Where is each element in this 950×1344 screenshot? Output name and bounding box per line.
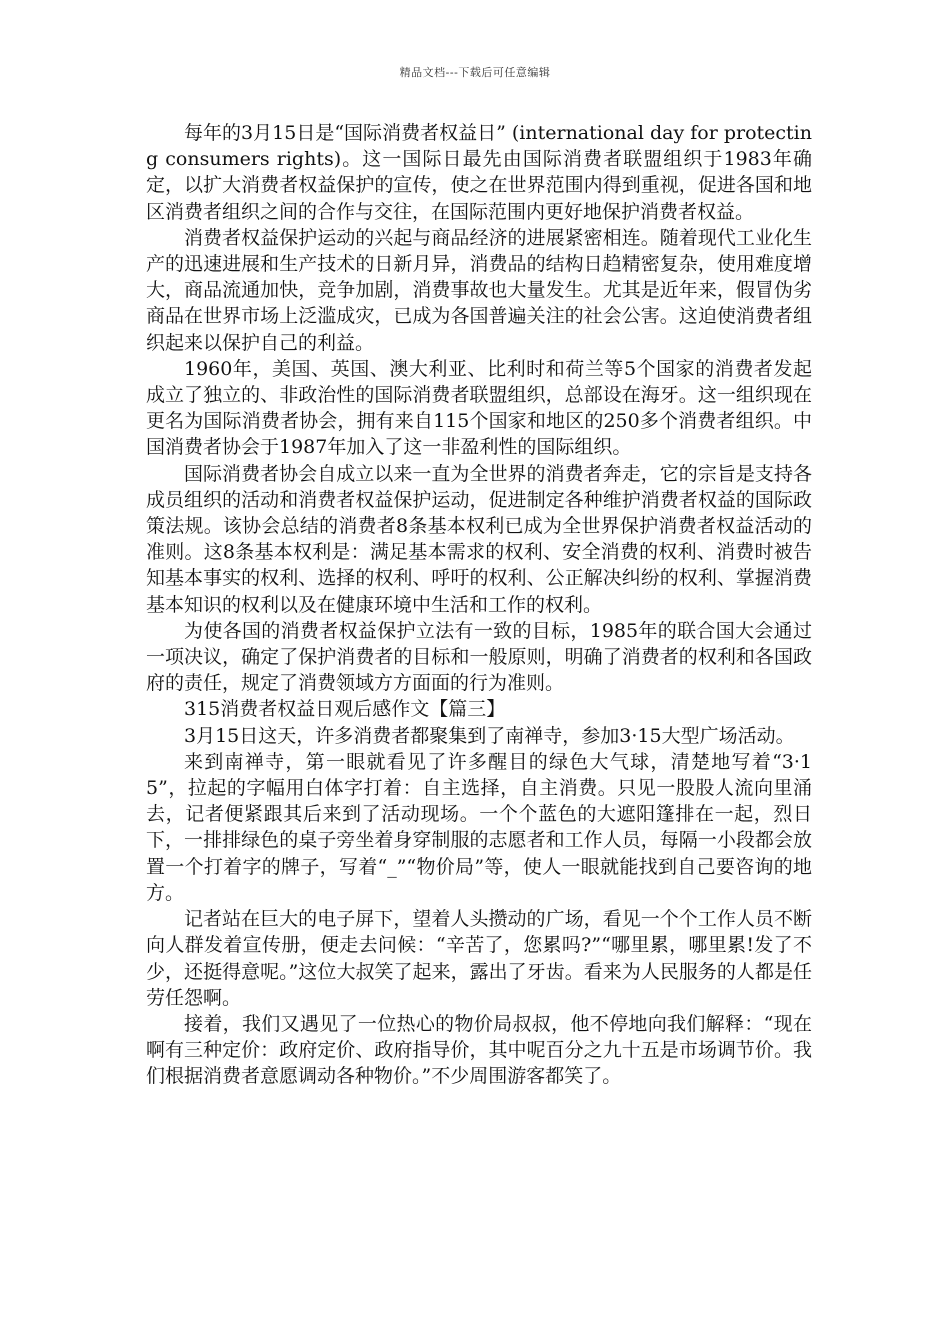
paragraph-consumer-rights-day: 每年的3月15日是“国际消费者权益日” (international day for protecting consumers rights)。这一国际日最先由国际消费者联盟组织于1983年确定，以扩大消费者权益保护的宣传，使之在世界范围内得到重视，促进各国和地区消费者组织之间的合作与交往，在国际范围内更好地保护消费者权益。 — [146, 122, 812, 223]
document-body — [146, 120, 812, 1090]
paragraph-price-bureau: 接着，我们又遇见了一位热心的物价局叔叔，他不停地向我们解释：“现在啊有三种定价：政府定价、政府指导价，其中呢百分之九十五是市场调节价。我们根据消费者意愿调动各种物价。”不少周围游客都笑了。 — [146, 1012, 812, 1088]
paragraph-un-resolution: 为使各国的消费者权益保护立法有一致的目标，1985年的联合国大会通过一项决议，确定了保护消费者的目标和一般原则，明确了消费者的权利和各国政府的责任，规定了消费领域方方面面的行为准则。 — [146, 619, 812, 695]
paragraph-1960-founding: 1960年，美国、英国、澳大利亚、比利时和荷兰等5个国家的消费者发起成立了独立的、非政治性的国际消费者联盟组织，总部设在海牙。这一组织现在更名为国际消费者协会，拥有来自115个国家和地区的250多个消费者组织。中国消费者协会于1987年加入了这一非盈利性的国际组织。 — [146, 357, 812, 459]
paragraph-reporter-interview: 记者站在巨大的电子屏下，望着人头攒动的广场，看见一个个工作人员不断向人群发着宣传册，便走去问候：“辛苦了，您累吗?”“哪里累，哪里累!发了不少，还挺得意呢。”这位大叔笑了起来，露出了牙齿。看来为人民服务的人都是任劳任怨啊。 — [146, 908, 812, 1009]
paragraph-march-15-event: 3月15日这天，许多消费者都聚集到了南禅寺，参加3·15大型广场活动。 — [184, 724, 795, 747]
paragraph-eight-rights: 国际消费者协会自成立以来一直为全世界的消费者奔走，它的宗旨是支持各成员组织的活动和消费者权益保护运动，促进制定各种维护消费者权益的国际政策法规。该协会总结的消费者8条基本权利已成为全世界保护消费者权益活动的准则。这8条基本权利是：满足基本需求的权利、安全消费的权利、消费时被告知基本事实的权利、选择的权利、呼吁的权利、公正解决纠纷的权利、掌握消费基本知识的权利以及在健康环境中生活和工作的权利。 — [146, 462, 812, 616]
page-header: 精品文档---下载后可任意编辑 — [399, 66, 551, 79]
paragraph-protection-movement: 消费者权益保护运动的兴起与商品经济的进展紧密相连。随着现代工业化生产的迅速进展和生产技术的日新月异，消费品的结构日趋精密复杂，使用难度增大，商品流通加快，竞争加剧，消费事故也大量发生。尤其是近年来，假冒伪劣商品在世界市场上泛滥成灾，已成为各国普遍关注的社会公害。这迫使消费者组织起来以保护自己的利益。 — [146, 226, 812, 354]
section-heading: 315消费者权益日观后感作文【篇三】 — [184, 698, 506, 721]
paragraph-nanchan-temple: 来到南禅寺，第一眼就看见了许多醒目的绿色大气球，清楚地写着“3·15”，拉起的字幅用白体字打着：自主选择，自主消费。只见一股股人流向里涌去，记者便紧跟其后来到了活动现场。一个个蓝色的大遮阳篷排在一起，烈日下，一排排绿色的桌子旁坐着身穿制服的志愿者和工作人员，每隔一小段都会放置一个打着字的牌子，写着“_”“物价局”等，使人一眼就能找到自己要咨询的地方。 — [146, 750, 812, 904]
